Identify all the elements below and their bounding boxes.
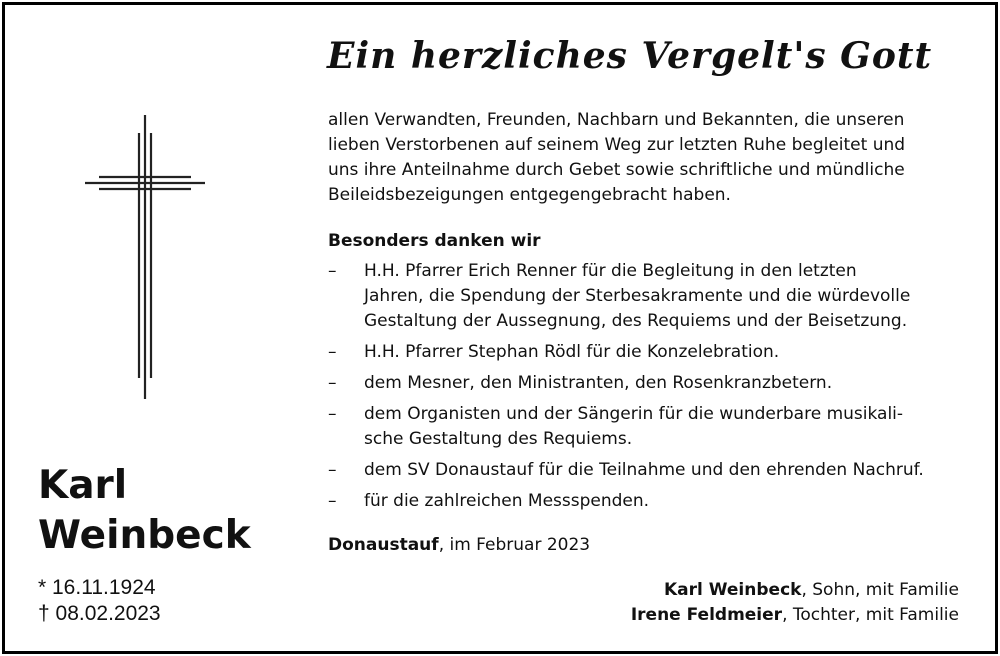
birth-date: * 16.11.1924 <box>38 576 156 599</box>
deceased-last-name: Weinbeck <box>38 513 251 558</box>
cross-icon <box>83 113 207 401</box>
death-date: † 08.02.2023 <box>38 602 161 625</box>
list-item <box>328 489 978 514</box>
place-town: Donaustauf <box>328 535 439 555</box>
list-dash: – <box>328 491 337 511</box>
list-item-line: Gestaltung der Aussegnung, des Requiems und der Beisetzung. <box>364 311 908 331</box>
signer-relation: , Sohn, mit Familie <box>801 580 959 600</box>
place-date: , im Februar 2023 <box>438 535 591 555</box>
list-item-line: H.H. Pfarrer Erich Renner für die Begleitung in den letzten <box>364 261 857 281</box>
intro-line: uns ihre Anteilnahme durch Gebet sowie schriftliche und mündliche <box>328 160 905 180</box>
list-item-line: für die zahlreichen Messspenden. <box>364 491 650 511</box>
list-item-line: dem Organisten und der Sängerin für die wunderbare musikali- <box>364 404 904 424</box>
intro-line: lieben Verstorbenen auf seinem Weg zur letzten Ruhe begleitet und <box>328 135 906 155</box>
list-dash: – <box>328 342 337 362</box>
deceased-first-name: Karl <box>38 463 128 508</box>
headline: Ein herzliches Vergelt's Gott <box>327 35 933 77</box>
obituary-notice <box>2 2 998 654</box>
deceased-name <box>38 461 251 561</box>
thanks-heading: Besonders danken wir <box>328 231 541 251</box>
signer-name: Irene Feldmeier <box>630 605 783 625</box>
signer-relation: , Tochter, mit Familie <box>782 605 959 625</box>
place-and-date <box>328 533 590 558</box>
thanks-list <box>328 259 978 520</box>
signer-line <box>631 603 959 628</box>
list-item-line: Jahren, die Spendung der Sterbesakramente und die würdevolle <box>364 286 911 306</box>
list-item-line: dem Mesner, den Ministranten, den Rosenkranzbetern. <box>364 373 833 393</box>
list-item <box>328 371 978 396</box>
list-item-line: H.H. Pfarrer Stephan Rödl für die Konzelebration. <box>364 342 780 362</box>
list-item <box>328 458 978 483</box>
list-dash: – <box>328 261 337 281</box>
list-item <box>328 402 978 452</box>
signer-name: Karl Weinbeck <box>663 580 802 600</box>
intro-line: allen Verwandten, Freunden, Nachbarn und Bekannten, die unseren <box>328 110 905 130</box>
list-dash: – <box>328 460 337 480</box>
list-item-line: dem SV Donaustauf für die Teilnahme und den ehrenden Nachruf. <box>364 460 924 480</box>
list-item <box>328 259 978 334</box>
list-item <box>328 340 978 365</box>
life-dates <box>38 575 161 627</box>
signer-line <box>631 578 959 603</box>
list-dash: – <box>328 404 337 424</box>
list-item-line: sche Gestaltung des Requiems. <box>364 429 633 449</box>
intro-line: Beileidsbezeigungen entgegengebracht haben. <box>328 185 731 205</box>
list-dash: – <box>328 373 337 393</box>
intro-paragraph <box>328 108 978 208</box>
signers <box>631 578 959 628</box>
